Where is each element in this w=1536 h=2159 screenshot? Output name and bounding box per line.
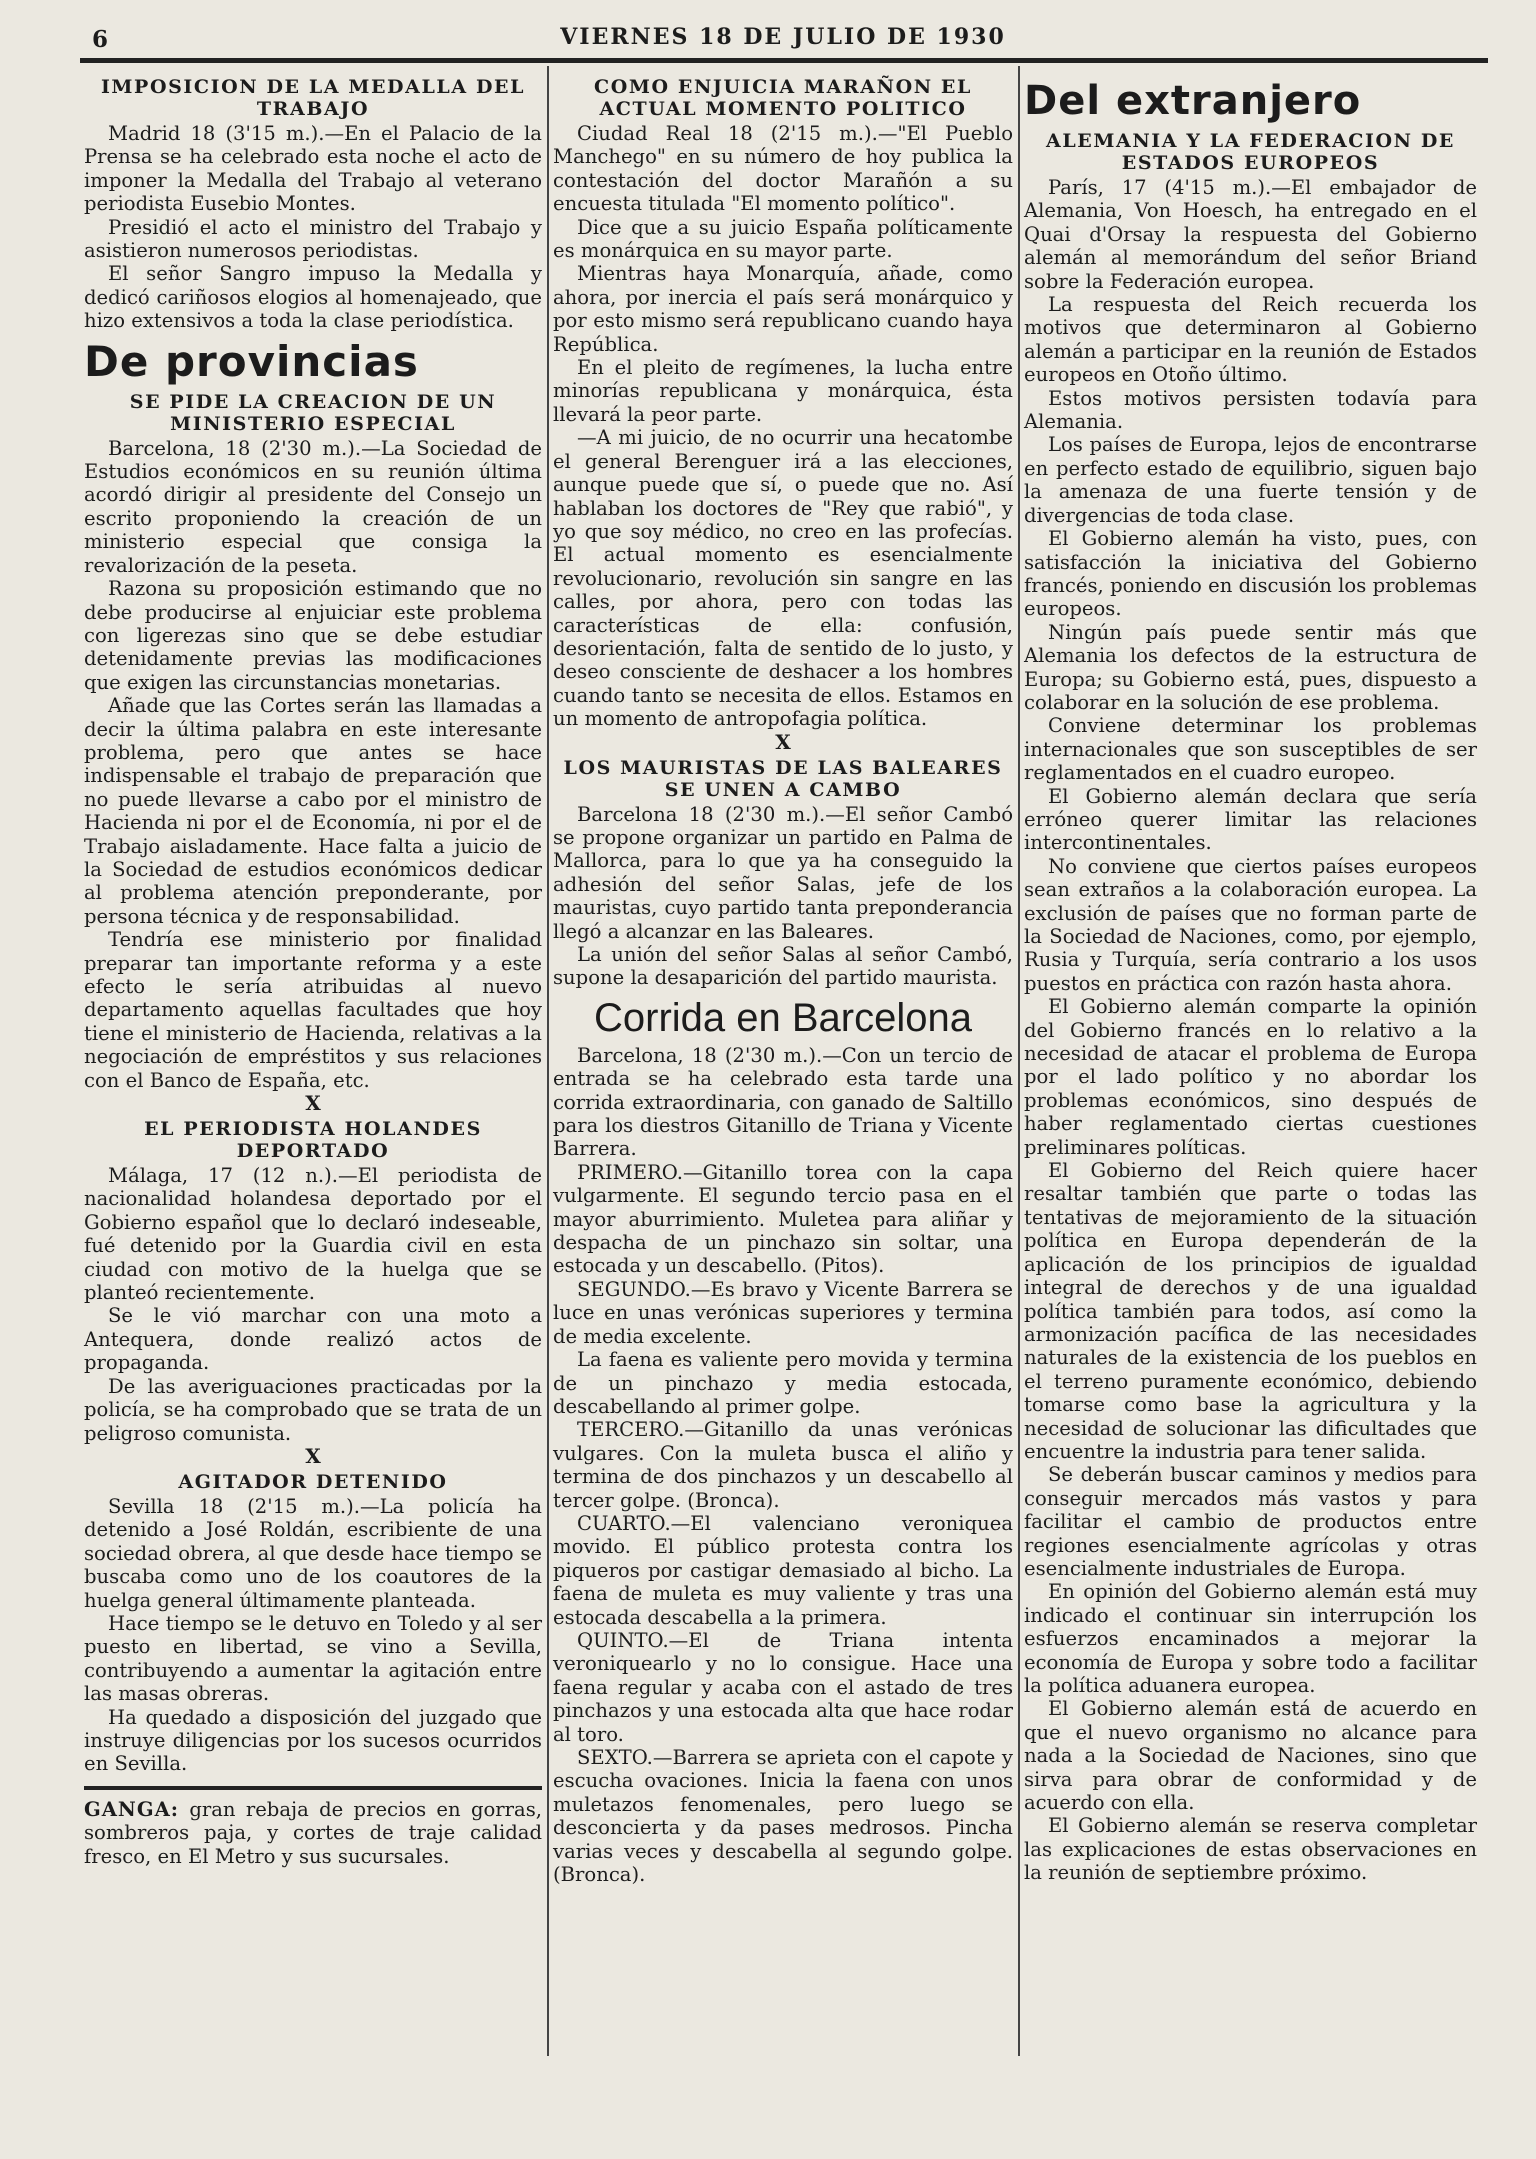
section-title-extranjero: Del extranjero bbox=[1024, 78, 1362, 124]
paragraph: El Gobierno del Reich quiere hacer resaltar también que parte o todas las tentativas de mejoramiento de la situación política en Europa dependerán de la aplicación de los principios de igualdad integral de derechos y de una igualdad política también para todos, así como la armonización pacífica de las necesidades naturales de la existencia de los pueblos en el terreno puramente económico, debiendo tomarse como base la agricultura y la necesidad de solucionar las dificultades que encuentre la industria para tener salida. bbox=[1024, 1159, 1477, 1463]
article-corrida bbox=[553, 1044, 1013, 1887]
paragraph: QUINTO.—El de Triana intenta veroniquearlo y no lo consigue. Hace una faena regular y acaba con el astado de tres pinchazos y una estocada alta que hace rodar al toro. bbox=[553, 1628, 1013, 1746]
article-headline: COMO ENJUICIA MARAÑON EL ACTUAL MOMENTO POLITICO bbox=[594, 76, 972, 120]
paragraph: —A mi juicio, de no ocurrir una hecatombe el general Berenguer irá a las elecciones, aunque puede que sí, o puede que no. Así hablaban los doctores de "Rey que rabió", y yo que soy médico, no creo en las profecías. El actual momento es esencialmente revolucionario, revolución sin sangre en las calles, por ahora, pero con todas las características de ella: confusión, desorientación, falta de sentido de lo justo, y deseo consciente de deshacer a los hombres cuando tanto se necesita de ellos. Estamos en un momento de antropofagia política. bbox=[553, 426, 1013, 731]
paragraph: El Gobierno alemán se reserva completar las explicaciones de estas observaciones en la reunión de septiembre próximo. bbox=[1024, 1814, 1477, 1885]
advertisement bbox=[84, 1798, 542, 1868]
article-headline: SE PIDE LA CREACION DE UN MINISTERIO ESPECIAL bbox=[129, 390, 497, 435]
article-medalla bbox=[84, 76, 542, 333]
article-headline: EL PERIODISTA HOLANDES DEPORTADO bbox=[144, 1118, 482, 1163]
paragraph: La unión del señor Salas al señor Cambó, supone la desaparición del partido maurista. bbox=[553, 943, 1013, 990]
paragraph: Mientras haya Monarquía, añade, como ahora, por inercia el país será monárquico y por esto mismo será republicano cuando haya República. bbox=[553, 262, 1013, 356]
paragraph: De las averiguaciones practicadas por la policía, se ha comprobado que se trata de un peligroso comunista. bbox=[84, 1374, 542, 1445]
page-number: 6 bbox=[92, 26, 109, 53]
paragraph: Estos motivos persisten todavía para Alemania. bbox=[1024, 386, 1477, 434]
paragraph: La respuesta del Reich recuerda los motivos que determinaron al Gobierno alemán a participar en la reunión de Estados europeos en Otoño último. bbox=[1024, 293, 1477, 387]
paragraph: La faena es valiente pero movida y termina de un pinchazo y media estocada, descabellando al primer golpe. bbox=[553, 1348, 1013, 1418]
paragraph: En el pleito de regímenes, la lucha entre minorías republicana y monárquica, ésta llevará la peor parte. bbox=[553, 356, 1013, 426]
paragraph: Dice que a su juicio España políticamente es monárquica en su mayor parte. bbox=[553, 215, 1013, 263]
paragraph: Añade que las Cortes serán las llamadas a decir la última palabra en este interesante problema, pero que antes se hace indispensable el trabajo de preparación que no puede llevarse a cabo por el ministro de Hacienda ni por el de Economía, ni por el de Trabajo aisladamente. Hace falta a juicio de la Sociedad de estudios económicos dedicar al problema atención preponderante, por persona técnica y de responsabilidad. bbox=[84, 694, 542, 928]
paragraph: Los países de Europa, lejos de encontrarse en perfecto estado de equilibrio, siguen bajo la amenaza de una fuerte tensión y de divergencias de toda clase. bbox=[1024, 433, 1477, 527]
article-ministerio bbox=[84, 391, 542, 1092]
paragraph: Hace tiempo se le detuvo en Toledo y al ser puesto en libertad, se vino a Sevilla, contribuyendo a aumentar la agitación entre las masas obreras. bbox=[84, 1611, 542, 1706]
paragraph: No conviene que ciertos países europeos sean extraños a la colaboración europea. La exclusión de países que no forman parte de la Sociedad de Naciones, como, por ejemplo, Rusia y Turquía, sería contrario a los usos puestos en práctica con razón hasta ahora. bbox=[1024, 854, 1477, 995]
paragraph: Ningún país puede sentir más que Alemania los defectos de la estructura de Europa; su Gobierno está, pues, dispuesto a colaborar en la solución de ese problema. bbox=[1024, 620, 1477, 714]
paragraph: El Gobierno alemán declara que sería erróneo querer limitar las relaciones intercontinentales. bbox=[1024, 784, 1477, 855]
paragraph: Madrid 18 (3'15 m.).—En el Palacio de la Prensa se ha celebrado esta noche el acto de imponer la Medalla del Trabajo al veterano periodista Eusebio Montes. bbox=[84, 122, 542, 216]
ad-rule bbox=[84, 1786, 542, 1790]
paragraph: Presidió el acto el ministro del Trabajo y asistieron numerosos periodistas. bbox=[84, 215, 542, 263]
article-mauristas bbox=[553, 757, 1013, 990]
paragraph: Barcelona, 18 (2'30 m.).—Con un tercio de entrada se ha celebrado esta tarde una corrida extraordinaria, con ganado de Saltillo para los diestros Gitanillo de Triana y Vicente Barrera. bbox=[553, 1043, 1013, 1161]
paragraph: Se le vió marchar con una moto a Antequera, donde realizó actos de propaganda. bbox=[84, 1304, 542, 1375]
article-headline: LOS MAURISTAS DE LAS BALEARES SE UNEN A CAMBO bbox=[563, 756, 1003, 801]
paragraph: Ciudad Real 18 (2'15 m.).—"El Pueblo Manchego" en su número de hoy publica la contestación del doctor Marañón a su encuesta titulada "El momento político". bbox=[553, 122, 1013, 216]
separator-mark: X bbox=[775, 729, 791, 754]
article-alemania bbox=[1024, 130, 1477, 1885]
paragraph: SEGUNDO.—Es bravo y Vicente Barrera se luce en unas verónicas superiores y termina de media excelente. bbox=[553, 1277, 1013, 1348]
column-2 bbox=[553, 72, 1013, 1886]
article-maranon bbox=[553, 76, 1013, 731]
paragraph: El señor Sangro impuso la Medalla y dedicó cariñosos elogios al homenajeado, que hizo extensivos a toda la clase periodística. bbox=[84, 262, 542, 333]
column-3 bbox=[1024, 72, 1477, 1885]
section-title-corrida: Corrida en Barcelona bbox=[594, 995, 972, 1040]
paragraph: Ha quedado a disposición del juzgado que instruye diligencias por los sucesos ocurridos en Sevilla. bbox=[84, 1705, 542, 1776]
section-title-provincias: De provincias bbox=[84, 336, 419, 386]
article-periodista bbox=[84, 1118, 542, 1445]
separator-mark: X bbox=[305, 1091, 321, 1116]
ad-text: gran rebaja de precios en gorras, sombreros paja, y cortes de traje calidad fresco, en El Metro y sus sucursales. bbox=[84, 1797, 542, 1868]
page-header bbox=[80, 22, 1486, 62]
column-divider-1 bbox=[547, 66, 549, 2056]
paragraph: En opinión del Gobierno alemán está muy indicado el continuar sin interrupción los esfuerzos encaminados a mejorar la economía de Europa y sobre todo a facilitar la política aduanera europea. bbox=[1024, 1580, 1477, 1697]
dateline: VIERNES 18 DE JULIO DE 1930 bbox=[560, 24, 1006, 50]
paragraph: El Gobierno alemán está de acuerdo en que el nuevo organismo no alcance para nada a la Sociedad de Naciones, sino que sirva para obrar de conformidad y de acuerdo con ella. bbox=[1024, 1697, 1477, 1815]
paragraph: TERCERO.—Gitanillo da unas verónicas vulgares. Con la muleta busca el aliño y termina de dos pinchazos y un descabello al tercer golpe. (Bronca). bbox=[553, 1418, 1013, 1512]
paragraph: Barcelona, 18 (2'30 m.).—La Sociedad de Estudios económicos en su reunión última acordó dirigir al presidente del Consejo un escrito proponiendo la creación de un ministerio especial que consiga la revalorización de la peseta. bbox=[84, 436, 542, 577]
article-headline: AGITADOR DETENIDO bbox=[178, 1470, 448, 1493]
paragraph: PRIMERO.—Gitanillo torea con la capa vulgarmente. El segundo tercio pasa en el mayor aburrimiento. Muleteа para aliñar y despacha de un pinchazo sin soltar, una estocada y un descabello. (Pitos). bbox=[553, 1160, 1013, 1278]
article-headline: IMPOSICION DE LA MEDALLA DEL TRABAJO bbox=[100, 76, 526, 120]
article-headline: ALEMANIA Y LA FEDERACION DE ESTADOS EUROPEOS bbox=[1045, 130, 1456, 174]
paragraph: Barcelona 18 (2'30 m.).—El señor Cambó se propone organizar un partido en Palma de Mallorca, para lo que ya ha conseguido la adhesión del señor Salas, jefe de los mauristas, cuyo partido tanta preponderancia llegó a alcanzar en las Baleares. bbox=[553, 802, 1013, 943]
paragraph: El Gobierno alemán ha visto, pues, con satisfacción la iniciativa del Gobierno francés, poniendo en discusión los problemas europeos. bbox=[1024, 527, 1477, 621]
paragraph: Se deberán buscar caminos y medios para conseguir mercados más vastos y para facilitar el cambio de productos entre regiones esencialmente agrícolas y otras esencialmente industriales de Europa. bbox=[1024, 1463, 1477, 1580]
paragraph: París, 17 (4'15 m.).—El embajador de Alemania, Von Hoesch, ha entregado en el Quai d'Orsay la respuesta del Gobierno alemán al memorándum del señor Briand sobre la Federación europea. bbox=[1024, 176, 1477, 293]
paragraph: Conviene determinar los problemas internacionales que son susceptibles de ser reglamentados en el cuadro europeo. bbox=[1024, 714, 1477, 785]
paragraph: SEXTO.—Barrera se aprieta con el capote y escucha ovaciones. Inicia la faena con unos muletazos fenomenales, pero luego se desconcierta y da pases medrosos. Pincha varias veces y descabella al segundo golpe. (Bronca). bbox=[553, 1746, 1013, 1887]
paragraph: Málaga, 17 (12 n.).—El periodista de nacionalidad holandesa deportado por el Gobierno español que lo declaró indeseable, fué detenido por la Guardia civil en esta ciudad con motivo de la huelga que se planteó recientemente. bbox=[84, 1164, 542, 1305]
separator-mark: X bbox=[305, 1443, 321, 1468]
paragraph: El Gobierno alemán comparte la opinión del Gobierno francés en lo relativo a la necesidad de atacar el problema de Europa por el lado político y no abordar los problemas económicos, sino después de haber reglamentado ciertas cuestiones preliminares políticas. bbox=[1024, 995, 1477, 1159]
paragraph: Tendría ese ministerio por finalidad preparar tan importante reforma y a este efecto le sería atribuidas al nuevo departamento aquellas facultades que hoy tiene el ministerio de Hacienda, relativas a la negociación de empréstitos y sus relaciones con el Banco de España, etc. bbox=[84, 928, 542, 1092]
column-1 bbox=[84, 72, 542, 1868]
ad-lead: GANGA: bbox=[84, 1797, 180, 1821]
column-divider-2 bbox=[1018, 66, 1020, 2056]
header-rule bbox=[80, 58, 1488, 63]
paragraph: Sevilla 18 (2'15 m.).—La policía ha detenido a José Roldán, escribiente de una sociedad obrera, al que desde hace tiempo se buscaba como uno de los coautores de la huelga general últimamente planteada. bbox=[84, 1494, 542, 1612]
paragraph: Razona su proposición estimando que no debe producirse al enjuiciar este problema con ligerezas sino que se debe estudiar detenidamente previas las modificaciones que exigen las circunstancias monetarias. bbox=[84, 577, 542, 694]
article-agitador bbox=[84, 1471, 542, 1776]
paragraph: CUARTO.—El valenciano veroniquea movido. El público protesta contra los piqueros por castigar demasiado al bicho. La faena de muleta es muy valiente y tras una estocada descabella a la primera. bbox=[553, 1511, 1013, 1629]
